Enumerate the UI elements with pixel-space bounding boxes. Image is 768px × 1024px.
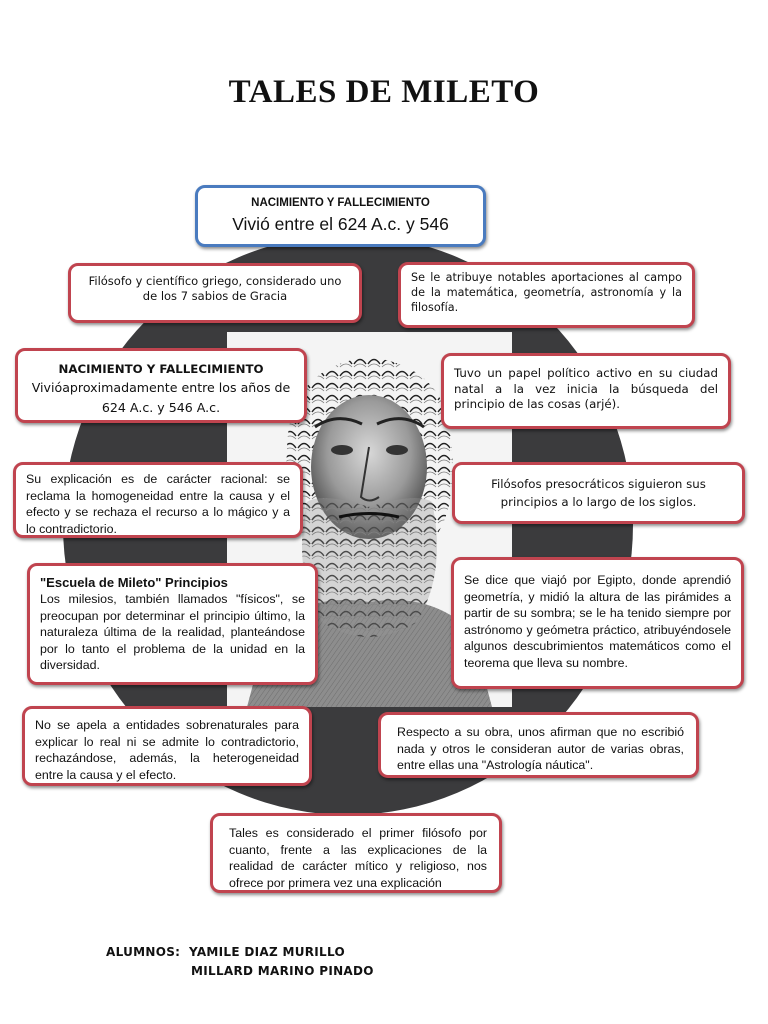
egypt-travel-box: [451, 557, 744, 689]
first-philosopher-box: [210, 813, 502, 893]
student-name: YAMILE DIAZ MURILLO: [189, 945, 346, 959]
school-of-miletus-box: [27, 563, 318, 685]
box-text: Filósofos presocráticos siguieron sus principios a lo largo de los siglos.: [491, 477, 706, 510]
box-text: Se dice que viajó por Egipto, donde aprendió geometría, y midió la altura de las pirámides a partir de su sombra; se le ha tenido siempre por astrónomo y geómetra práctico, atribuyéndosele algunos descubrimientos matemáticos como el teorema que lleva su nombre.: [464, 573, 731, 670]
box-text: Vivióaproximadamente entre los años de 624 A.c. y 546 A.c.: [31, 380, 291, 415]
box-heading: "Escuela de Mileto" Principios: [40, 575, 228, 590]
birth-death-top-box: [195, 185, 486, 247]
box-text: Respecto a su obra, unos afirman que no escribió nada y otros le consideran autor de varias obras, entre ellas una "Astrología náutica".: [397, 725, 684, 772]
contributions-box: [398, 262, 695, 328]
birth-death-box: [15, 348, 307, 423]
supernatural-box: [22, 706, 312, 786]
presocratic-box: [452, 462, 745, 524]
student-name: MILLARD MARINO PINADO: [191, 964, 374, 978]
box-text: Los milesios, también llamados "físicos", se preocupan por determinar el principio último, la naturaleza última de la realidad, planteándose por lo tanto el problema de la unidad en la diversidad.: [40, 592, 305, 673]
box-text: Tuvo un papel político activo en su ciudad natal a la vez inicia la búsqueda del principio de las cosas (arjé).: [454, 366, 718, 412]
box-text: Se le atribuye notables aportaciones al campo de la matemática, geometría, astronomía y la filosofía.: [411, 271, 682, 314]
box-text: Tales es considerado el primer filósofo por cuanto, frente a las explicaciones de la realidad de carácter mítico y religioso, nos ofrece por primera vez una explicación: [229, 826, 487, 890]
students-label: ALUMNOS:: [106, 945, 181, 959]
box-heading: NACIMIENTO Y FALLECIMIENTO: [251, 197, 430, 209]
rational-explanation-box: [13, 462, 303, 538]
box-heading: NACIMIENTO Y FALLECIMIENTO: [58, 362, 264, 376]
philosopher-box: [68, 263, 362, 323]
page-title: TALES DE MILETO: [228, 74, 540, 110]
box-text: Vivió entre el 624 A.c. y 546: [232, 214, 449, 235]
political-role-box: [441, 353, 731, 429]
work-box: [378, 712, 699, 778]
box-text: No se apela a entidades sobrenaturales para explicar lo real ni se admite lo contradictorio, rechazándose, además, la heterogeneidad entre la causa y el efecto.: [35, 718, 299, 782]
box-text: Su explicación es de carácter racional: se reclama la homogeneidad entre la causa y el efecto y se rechaza el recurso a lo mágico y a lo contradictorio.: [26, 472, 290, 536]
box-text: Filósofo y científico griego, considerado uno de los 7 sabios de Gracia: [88, 274, 342, 304]
